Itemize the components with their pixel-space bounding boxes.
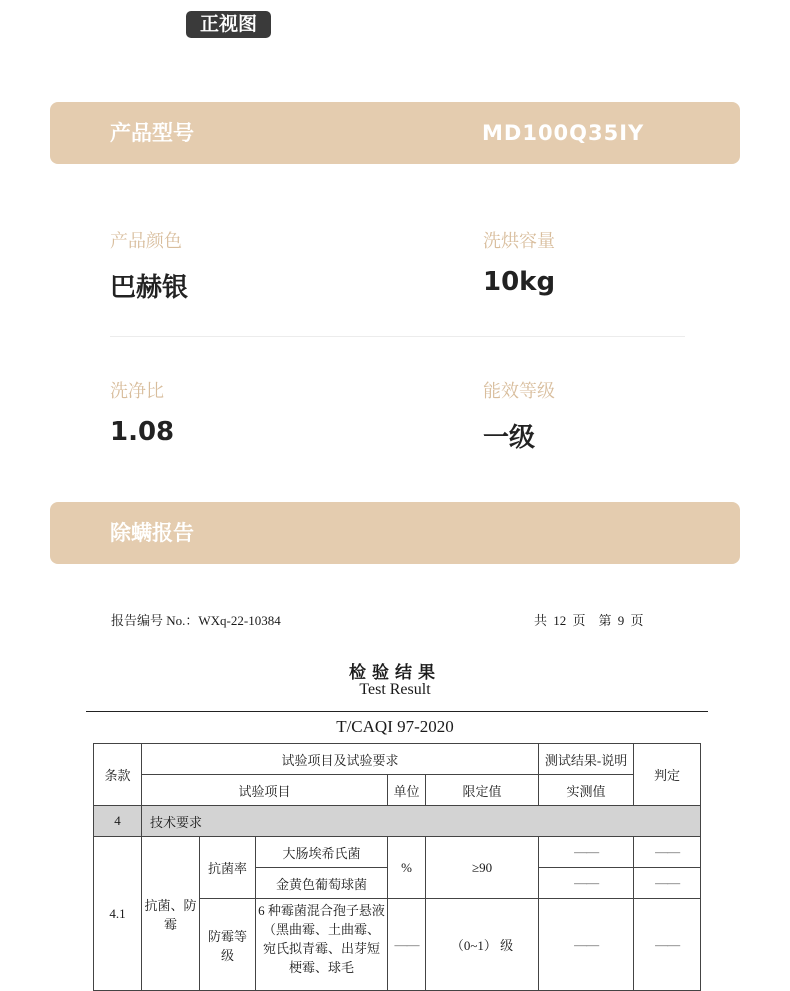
- antibacterial-unit: %: [388, 837, 426, 899]
- header-unit: 单位: [388, 775, 426, 806]
- result-table: [93, 743, 701, 991]
- model-label: 产品型号: [110, 121, 194, 145]
- mildew-measured: ——: [539, 899, 634, 991]
- row-category: 抗菌、防霉: [142, 837, 200, 991]
- report-page: 共 12 页 第 9 页: [534, 613, 644, 628]
- antibacterial-limit: ≥90: [426, 837, 539, 899]
- header-item-group: 试验项目及试验要求: [142, 744, 539, 775]
- section-name: 技术要求: [142, 806, 701, 837]
- spec-color: [110, 227, 188, 304]
- header-item: 试验项目: [142, 775, 388, 806]
- test-report-document: [0, 580, 790, 975]
- staph-name: 金黄色葡萄球菌: [256, 868, 388, 899]
- model-value: MD100Q35IY: [482, 121, 645, 145]
- staph-measured: ——: [539, 868, 634, 899]
- spec-energy-label: 能效等级: [483, 381, 555, 402]
- section-row: [94, 806, 701, 837]
- report-number: 报告编号 No.：WXq-22-10384: [111, 613, 281, 628]
- mildew-judgement: ——: [634, 899, 701, 991]
- row-clause: 4.1: [94, 837, 142, 991]
- staph-judgement: ——: [634, 868, 701, 899]
- header-clause: 条款: [94, 744, 142, 806]
- report-band-label: 除螨报告: [110, 521, 194, 545]
- spec-color-value: 巴赫银: [110, 273, 189, 303]
- report-title: 检验结果: [349, 663, 441, 682]
- spec-wash-ratio-value: 1.08: [110, 417, 175, 447]
- section-clause: 4: [94, 806, 142, 837]
- header-row-2: [94, 775, 701, 806]
- spec-divider: [110, 336, 685, 337]
- antibacterial-name: 抗菌率: [200, 837, 256, 899]
- header-judgement: 判定: [634, 744, 701, 806]
- mildew-desc: 6 种霉菌混合孢子悬液（黑曲霉、土曲霉、宛氏拟青霉、出芽短梗霉、球毛: [256, 899, 388, 991]
- spec-color-label: 产品颜色: [110, 231, 182, 252]
- ecoli-name: 大肠埃希氏菌: [256, 837, 388, 868]
- header-result-group: 测试结果-说明: [539, 744, 634, 775]
- header-row-1: [94, 744, 701, 775]
- report-rule: [86, 711, 708, 712]
- spec-energy-value: 一级: [483, 423, 536, 453]
- mildew-unit: ——: [388, 899, 426, 991]
- mildew-limit: （0~1） 级: [426, 899, 539, 991]
- report-subtitle: Test Result: [359, 681, 431, 698]
- model-band: [50, 102, 740, 164]
- spec-capacity-label: 洗烘容量: [483, 231, 555, 252]
- mildew-name: 防霉等级: [200, 899, 256, 991]
- spec-capacity: [483, 227, 555, 297]
- header-limit: 限定值: [426, 775, 539, 806]
- ecoli-judgement: ——: [634, 837, 701, 868]
- report-standard: T/CAQI 97-2020: [336, 717, 454, 736]
- spec-wash-ratio-label: 洗净比: [110, 381, 164, 402]
- table-row: [94, 837, 701, 868]
- header-measured: 实测值: [539, 775, 634, 806]
- spec-wash-ratio: [110, 377, 174, 447]
- view-tag: 正视图: [186, 11, 271, 38]
- ecoli-measured: ——: [539, 837, 634, 868]
- report-band: [50, 502, 740, 564]
- spec-energy: [483, 377, 555, 454]
- spec-capacity-value: 10kg: [483, 267, 556, 297]
